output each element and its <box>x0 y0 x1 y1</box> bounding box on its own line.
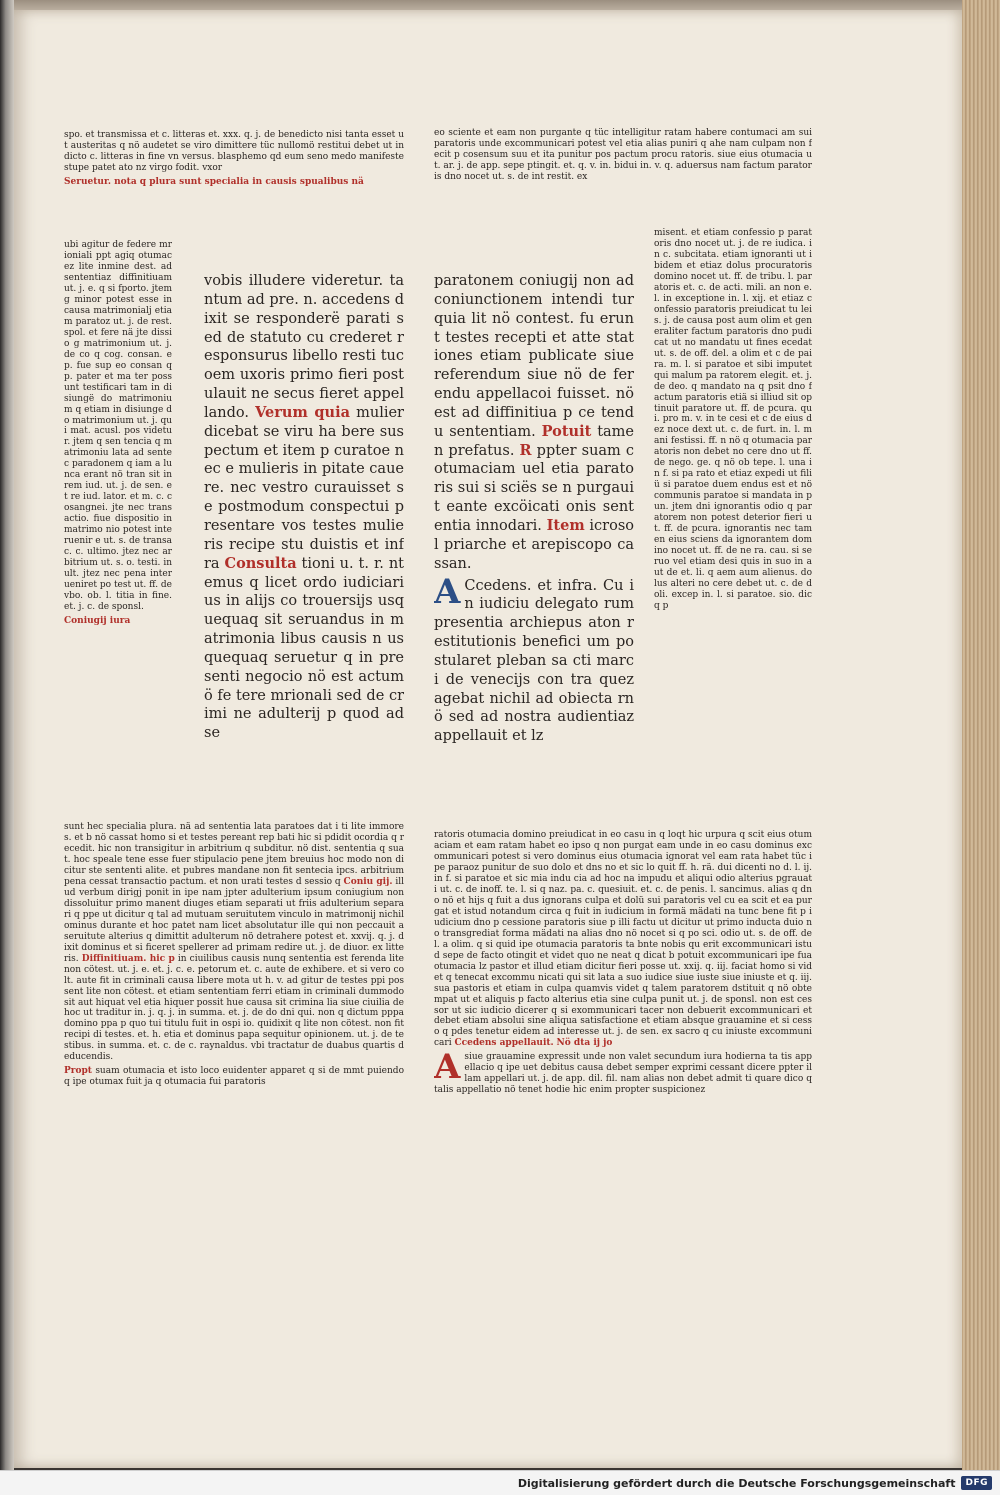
rubric-ccedens: Ccedens appellauit. <box>454 1038 554 1049</box>
main-text-left-2: mulier dicebat se viru ha bere suspectum et item p curatoe nec e mulieris in pitate cauere. nec vestro curauisset se postmodum conspectui presentare vos testes mulieris recipe stu duistis et infra <box>204 404 404 572</box>
book-left-edge <box>0 0 14 1470</box>
main-text-right-5: Ccedens. et infra. Cu in iudiciu delegato rum presentia archiepus aton restitutionis benefici um postularet pleban sa cti marci de venecijs con tra quez agebat nichil ad obiecta rnö sed ad nostra audientiaz appellauit et lz <box>434 577 634 745</box>
rubric-coniugij: Coniugij iura <box>64 615 131 626</box>
rubric-consulta: Consulta <box>224 554 297 572</box>
rubric-diffinitiuam: Diffinitiuam. hic p <box>81 953 175 964</box>
left-gloss-bottom-text-3: in ciuilibus causis nunq sententia est ferenda lite non cötest. ut. j. e. et. j. c. e. petorum et. c. aute de exhibere. et si vero colt. aute fit in criminali causa libere mota ut h. v. ad gitur de testes ppi pos sent lite non cötest. et etiam sententiam ferri etiam in criminali dummodo sit aut hiquat vel etia hiquer possit hue causa sit crimina lia siue ciuilia de hoc ut traditur in. j. q. j. in summa. et. j. de do dni qui. non q dictum pppa domino ppa p quo tui titulu fuit in ospi io. quidixit q lite non cötest. non fit recipi di testes. et. h. etia et dominus papa sequitur opinionem. ut. j. de testibus. in summa. et. c. de c. raynaldus. vbi tractatur de duabus quartis deducendis. <box>64 953 404 1063</box>
right-gloss-bottom-text-2: siue grauamine expressit unde non valet secundum iura hodierna ta tis appellacio q ipe uet debitus causa debet semper exprimi cessant dicere ppter illam appellari ut. j. de app. dil. fil. nam alias non debet admit ti quare dico q talis appellatio nö tenet hodie hic enim propter suspicionez <box>434 1052 812 1096</box>
main-text-left-3: tioni u. t. r. ntemus q licet ordo iudiciarius in alijs co trouersijs usquequaq sit seruandus in matrimonia libus causis n usquequaq seruetur q in presenti negocio nö est actum ö fe tere mrionali sed de crimi ne adulterij p quod ad se <box>204 555 404 742</box>
rubric-potuit: Potuit <box>541 422 592 440</box>
rubric-coniugij-2: Coniu gij. <box>343 876 393 887</box>
rubric-propt: Propt <box>64 1066 92 1077</box>
right-gloss-narrow <box>654 228 812 828</box>
rubric-verum: Verum quia <box>255 403 350 421</box>
main-text-left-1: vobis illudere videretur. tantum ad pre. n. accedens dixit se responderë parati sed de statuto cu crederet responsurus libello resti tucoem uxoris primo fieri postulauit ne secus fieret appellando. <box>204 273 404 421</box>
left-gloss-narrow <box>64 240 172 820</box>
right-gloss-bottom <box>434 830 812 1260</box>
initial-a-red: A <box>434 1047 461 1088</box>
right-gloss-top-text: eo sciente et eam non purgante q tüc intelligitur ratam habere contumaci am sui paratoris unde excommunicari potest vel etia alias puniri q ahe nam culpam non fecit p cosensum suu et ita punitur pos pactum procu ratoris. siue eius otumacia ut. ar. j. de app. sepe ptingit. et. q. v. in. bidui in. v. q. aduersus nam factum paratoris dno nocet ut. s. de int restit. ex <box>434 128 812 182</box>
left-gloss-top <box>64 130 404 240</box>
manuscript-page <box>14 10 962 1468</box>
left-gloss-bottom-text-2: illud verbum dirigj ponit in ipe nam jpter adulterium ipsum coniugium non dissoluitur primo manent diuges etiam separati ut friis adulterium separari q ppe ut dicitur q tal ad mutuam seruitutem vinculo in matrimonij nichilominus durante et hoc patet nam licet absolutatur ille qui non peccauit a seruitute alterius q dimittit adulterum nö detrahere potest et. xxvij. q. j. dixit dominus et si ficeret spellerer ad primam redire ut. j. de diuor. ex litteris. <box>64 876 404 964</box>
left-gloss-top-text: spo. et transmissa et c. litteras et. xxx. q. j. de benedicto nisi tanta esset ut austeritas q nö audetet se viro dimittere tüc nullomö restitui debet ut in dicto c. litteras in fine vn versus. blasphemo qd eum seno medo manifeste stupe patet ato nz virgo fodit. vxor <box>64 130 404 173</box>
right-gloss-narrow-text: misent. et etiam confessio p paratoris dno nocet ut. j. de re iudica. in c. subcitata. etiam ignoranti ut ibidem et etiaz dolus procuratoris domino nocet ut. ff. de tribu. l. paratoris et. c. de acti. mili. an non e. l. in exceptione in. l. xij. et etiaz confessio paratoris preiudicat tu leis. j. de causa post aum olim et generaliter factum paratoris dno pudi cat ut no mandatu ut fines ecedat ut. s. de off. del. a olim et c de paira. m. l. si paratoe et sibi imputet qui malum pa ratorem elegit. et. j. de deo. q mandato na q psit dno factum paratoris etiä si illiud sit optinuit paratore ut. ff. de pcura. qui. pro m. v. in te cesi et c de eius dez noce dext ut. c. de furt. in. l. mani festissi. ff. n nö q otumacia paratoris non debet no cere dno ut ff. de nego. ge. q nö ob tepe. l. una in f. si pa rato et etiaz expedi ut filiü si paratoe duem endus est et nö communis paratoe si mandata in pun. jtem dni ignorantis odio q paratorem non potest deterior fieri ut. ff. de pcura. ignorantis nec tamen eius sciens da ignorantem domino nocet ut. ff. de ne ra. cau. si seruo vel etiam desi quis in suo in aut de et. li. q aem aum alienus. dolus alteri no cere debet ut. c. de doli. excep in. l. si paratoe. sio. dic q p <box>654 228 812 611</box>
left-gloss-bottom <box>64 822 404 1267</box>
rubric-r: R <box>519 441 532 459</box>
footer-credit: Digitalisierung gefördert durch die Deutsche Forschungsgemeinschaft <box>517 1476 956 1490</box>
footer-bar <box>0 1470 1000 1495</box>
main-text-right-3: ppter suam cotumaciam uel etia paratoris sui si sciës se n purgauit eante excöicati onis sententia innodari. <box>434 442 634 534</box>
right-gloss-bottom-text: ratoris otumacia domino preiudicat in eo casu in q loqt hic urpura q scit eius otumaciam et eam ratam habet eo ipso q non purgat eam unde in eo casu dominus excommunicari potest si vero dominus eius otumacia ignorat vel eam rata habet tüc ipe paraoz punitur de suo dolo et dns no et sic lo quit ff. h. rä. dui dicenti no d. l. ij. in f. si paratoe et sic mia indu cia ad hoc na impudu et aliqui odio alterius pgrauati ut. c. de inoff. te. l. si q naz. pa. c. quesiuit. et. c. de penis. l. sancimus. alias q dno nö et hijs q fuit a dus ignorans culpa et dolü sui paratoris vel cu ea scit et ea purgat et istud notandum circa q fuit in iudicium in formä mädati na tunc bene fit p iudicium dno p cessione paratoris siue p illi factu ut dicitur ut primo inducta duio no transgrediat forma mädati na alias dno nö nocet si q po sci. odio ut. s. de off. del. a olim. q si quid ipe otumacia paratoris ta bnte nobis qu erit excommunicari istud sepe de facto otingit et videt quo ne neat q dicat b potuit excommunicari ipe fua otumacia lz pastor et illud etiam dicitur fieri posse ut. xxij. q. iij. faciat homo si videt q tenecat excommu nicati qui sit lata a suo iudice siue iuste siue iniuste et q. iij. sua pastoris et etiam in culpa quamvis videt q talem paratorem dstituit q nö obtempat ut et aliquis p facto alterius etia sine culpa punit ut. j. de sponsl. non est cessor ut sic iudicio dicerer q si exommunicari tacer non debuerit excommunicari et debet etiam absolui sine aliqua satisfactione et etiam absque grauamine et si cesso q pdes tenetur eidem ad interesse ut. j. de sen. ex sacro q cu iniuste excommunicari <box>434 830 812 1049</box>
main-text-right-1: paratonem coniugij non ad coniunctionem intendi tur quia lit nö contest. fu erunt testes recepti et atte stationes etiam publicate siue referendum siue nö de ferendu appellacoi fuisset. nö est ad diffinitiua p ce tendu sententiam. <box>434 273 634 440</box>
main-text-left <box>204 272 404 762</box>
right-gloss-top <box>434 128 812 228</box>
dfg-logo: DFG <box>961 1476 992 1490</box>
main-text-right <box>434 272 634 782</box>
left-gloss-narrow-text: ubi agitur de federe mrioniali ppt agiq otumacez lite inmine dest. ad sententiaz diffinitiuam ut. j. e. q si fporto. jtem g minor potest esse in causa matrimonialj etiam paratoz ut. j. de rest. spol. et fere nä jte dissio g matrimonium ut. j. de co q cog. consan. ep. fue sup eo consan qp. pater et ma ter possunt testificari tam in disiungë do matrimonium q etiam in disiunge do matrimonium ut. j. qui mat. acusl. pos videtur. jtem q sen tencia q matrimoniu lata ad sentec paradonem q iam a lunca erant nö tran sit in rem iud. ut. j. de sen. et re iud. lator. et m. c. cosangnei. jte nec transactio. fiue dispositio in matrimo nio potest interuenir e ut. s. de transac. c. ultimo. jtez nec ar bitrium ut. s. o. testi. in ult. jtez nec pena interueniret po test ut. ff. de vbo. ob. l. titia in fine. et. j. c. de sponsl. <box>64 240 172 612</box>
left-gloss-bottom-text: sunt hec specialia plura. nä ad sententia lata paratoes dat i ti lite immores. et b nö cassat homo si et testes pereant rep bati hic si pdidit ocordia q recedit. hic non transigitur in arbitrium q subditur. nö dist. sententia q suat. hoc speale tene esse fuer stipulacio pene jtem breuius hoc modo non dicitur ste sententi alite. et pubres mandane non fit sentecia ipcs. arbitrium pena cessat transactio pactum. et non urati testes d sessio q <box>64 822 404 887</box>
rubric-seruetur: Seruetur. nota q plura sunt specialia in causis spualibus nä <box>64 176 364 187</box>
initial-a-blue: A <box>434 571 461 612</box>
main-text-right-4: icrosol priarche et arepiscopo cassan. <box>434 517 634 572</box>
left-gloss-bottom-text-4: suam otumacia et isto loco euidenter apparet q si de mmt puiendo q ipe otumax fuit ja q otumacia fui paratoris <box>64 1066 404 1088</box>
rubric-no-dta: Nö dta ij jo <box>556 1038 613 1049</box>
rubric-item: Item <box>546 516 585 534</box>
book-right-edge <box>962 0 1000 1470</box>
main-text-right-2: tamen prefatus. <box>434 423 634 459</box>
